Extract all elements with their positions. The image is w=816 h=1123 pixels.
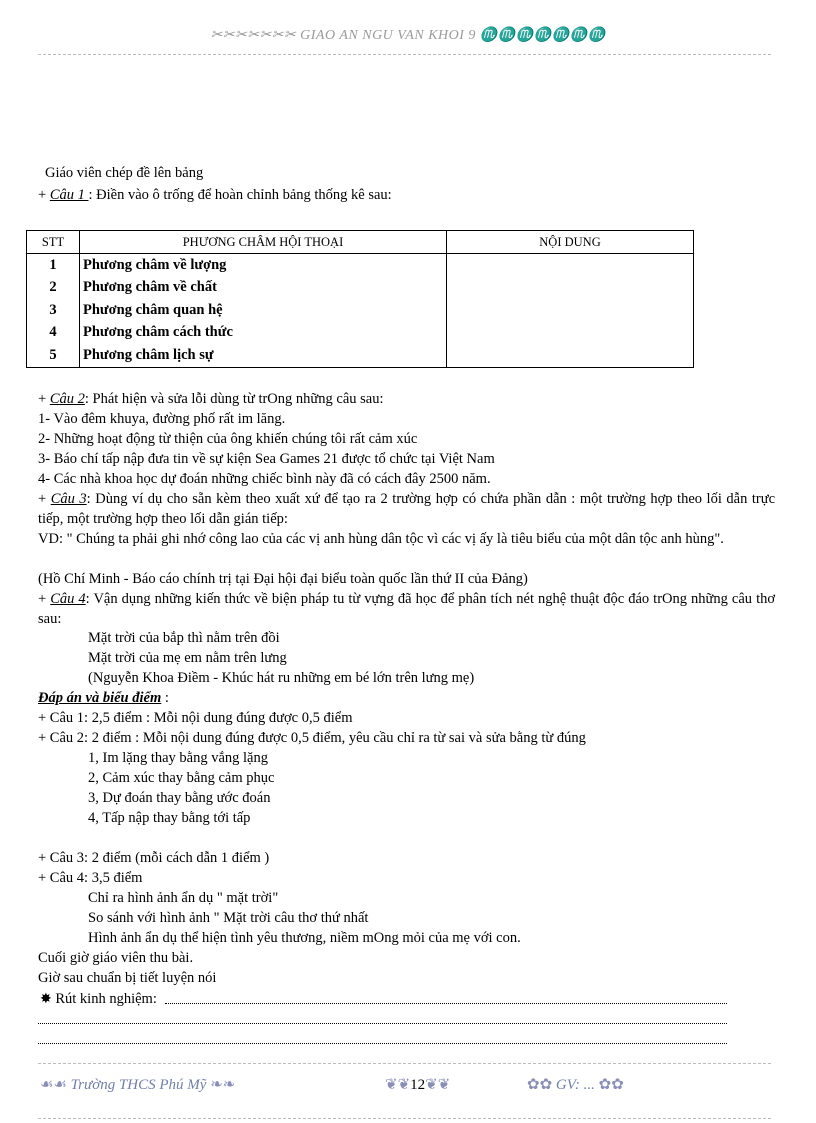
right-ornament-icon: ❧❧	[210, 1077, 236, 1093]
table-row	[27, 299, 694, 322]
row-principle: Phương châm quan hệ	[80, 299, 447, 322]
table-header-row	[27, 231, 694, 254]
question-3: + Câu 3: Dùng ví dụ cho sẵn kèm theo xuất xứ để tạo ra 2 trường hợp có chứa phần dẫn : một trường hợp theo lối dẫn trực tiếp, một trường hợp theo lối dẫn gián tiếp:	[38, 491, 776, 527]
row-principle: Phương châm về chất	[80, 277, 447, 300]
col-principle: PHƯƠNG CHÂM HỘI THOẠI	[80, 231, 447, 254]
footer-page	[385, 1075, 450, 1094]
dotted-line	[165, 1003, 727, 1004]
answer-heading: Đáp án và biểu điểm :	[38, 690, 169, 706]
col-stt: STT	[27, 231, 80, 254]
q2-item: 1- Vào đêm khuya, đường phố rất im lăng.	[38, 411, 286, 427]
closing-line: Giờ sau chuẩn bị tiết luyện nói	[38, 970, 217, 986]
table-row	[27, 322, 694, 345]
question-2: + Câu 2: Phát hiện và sửa lỗi dùng từ trOng những câu sau:	[38, 391, 384, 407]
table-row	[27, 254, 694, 277]
intro-line: Giáo viên chép đề lên bảng	[45, 165, 204, 181]
q2-item: 2- Những hoạt động từ thiện của ông khiến chúng tôi rất cảm xúc	[38, 431, 418, 447]
bottom-divider	[38, 1118, 771, 1119]
dotted-line	[38, 1043, 727, 1044]
answer-4-item: Chỉ ra hình ảnh ẩn dụ " mặt trời"	[88, 890, 279, 906]
table-row	[27, 344, 694, 367]
row-content	[447, 322, 694, 345]
row-number: 1	[27, 254, 80, 277]
answer-4: + Câu 4: 3,5 điểm	[38, 870, 143, 886]
teacher-left-ornament-icon: ✿✿	[527, 1077, 553, 1093]
question-4-label: Câu 4	[50, 591, 86, 607]
header-right-ornament: ♏♏♏♏♏♏♏	[479, 28, 606, 43]
q3-source: (Hồ Chí Minh - Báo cáo chính trị tại Đại hội đại biểu toàn quốc lần thứ II của Đảng)	[38, 571, 528, 587]
footer-teacher: ✿✿ GV: ... ✿✿	[527, 1077, 624, 1093]
page-number: 12	[410, 1077, 426, 1093]
answer-2: + Câu 2: 2 điểm : Mỗi nội dung đúng được 0,5 điểm, yêu cầu chỉ ra từ sai và sửa bằng từ đúng	[38, 730, 586, 746]
col-content: NỘI DUNG	[447, 231, 694, 254]
answer-2-item: 3, Dự đoán thay bằng ước đoán	[88, 790, 271, 806]
row-number: 4	[27, 322, 80, 345]
row-content	[447, 344, 694, 367]
row-content	[447, 299, 694, 322]
teacher-right-ornament-icon: ✿✿	[598, 1077, 624, 1093]
header-title: GIAO AN NGU VAN KHOI 9	[300, 28, 476, 43]
flower-icon: ✸	[40, 992, 52, 1007]
poem-source: (Nguyễn Khoa Điềm - Khúc hát ru những em bé lớn trên lưng mẹ)	[88, 670, 475, 686]
answer-3: + Câu 3: 2 điểm (mỗi cách dẫn 1 điểm )	[38, 850, 270, 866]
question-4: + Câu 4: Vận dụng những kiến thức về biện pháp tu từ vựng đã học để phân tích nét nghệ thuật độc đáo trOng những câu thơ sau:	[38, 591, 776, 627]
answer-4-item: So sánh với hình ảnh " Mặt trời câu thơ thứ nhất	[88, 910, 369, 926]
q3-example: VD: " Chúng ta phải ghi nhớ công lao của các vị anh hùng dân tộc vì các vị ấy là tiêu biểu của một dân tộc anh hùng".	[38, 531, 724, 547]
question-3-label: Câu 3	[50, 491, 87, 507]
footer-school: ☙☙ Trường THCS Phú Mỹ ❧❧	[40, 1077, 236, 1093]
row-principle: Phương châm về lượng	[80, 254, 447, 277]
answer-2-item: 1, Im lặng thay bằng vắng lặng	[88, 750, 268, 766]
row-principle: Phương châm lịch sự	[80, 344, 447, 367]
header-left-ornament: ✂✂✂✂✂✂✂	[210, 28, 297, 43]
question-2-label: Câu 2	[49, 391, 85, 407]
row-number: 3	[27, 299, 80, 322]
page-left-ornament-icon: ❦❦	[385, 1077, 411, 1093]
poem-line: Mặt trời của bắp thì nằm trên đồi	[88, 630, 280, 646]
row-number: 5	[27, 344, 80, 367]
row-content	[447, 254, 694, 277]
answer-2-item: 4, Tấp nập thay bằng tới tấp	[88, 810, 251, 826]
q2-item: 3- Báo chí tấp nập đưa tin về sự kiện Sea Games 21 được tổ chức tại Việt Nam	[38, 451, 495, 467]
page-header	[0, 27, 816, 44]
answer-2-item: 2, Cảm xúc thay bằng cảm phục	[88, 770, 275, 786]
poem-line: Mặt trời của mẹ em nằm trên lưng	[88, 650, 287, 666]
answer-1: + Câu 1: 2,5 điểm : Mỗi nội dung đúng được 0,5 điểm	[38, 710, 353, 726]
question-1: + Câu 1 : Điền vào ô trống để hoàn chỉnh bảng thống kê sau:	[38, 187, 392, 203]
answer-4-item: Hình ảnh ẩn dụ thể hiện tình yêu thương, niềm mOng mỏi của mẹ với con.	[88, 930, 521, 946]
row-number: 2	[27, 277, 80, 300]
left-ornament-icon: ☙☙	[40, 1077, 67, 1093]
question-1-label: Câu 1	[49, 187, 89, 203]
row-principle: Phương châm cách thức	[80, 322, 447, 345]
experience-label: Rút kinh nghiệm:	[55, 991, 157, 1007]
footer-divider	[38, 1063, 771, 1064]
row-content	[447, 277, 694, 300]
header-divider	[38, 54, 771, 55]
closing-line: Cuối giờ giáo viên thu bài.	[38, 950, 194, 966]
experience-row	[40, 989, 157, 1010]
dotted-line	[38, 1023, 727, 1024]
principles-table	[26, 230, 694, 368]
page-right-ornament-icon: ❦❦	[425, 1077, 451, 1093]
q2-item: 4- Các nhà khoa học dự đoán những chiếc bình này đã có cách đây 2500 năm.	[38, 471, 491, 487]
table-row	[27, 277, 694, 300]
